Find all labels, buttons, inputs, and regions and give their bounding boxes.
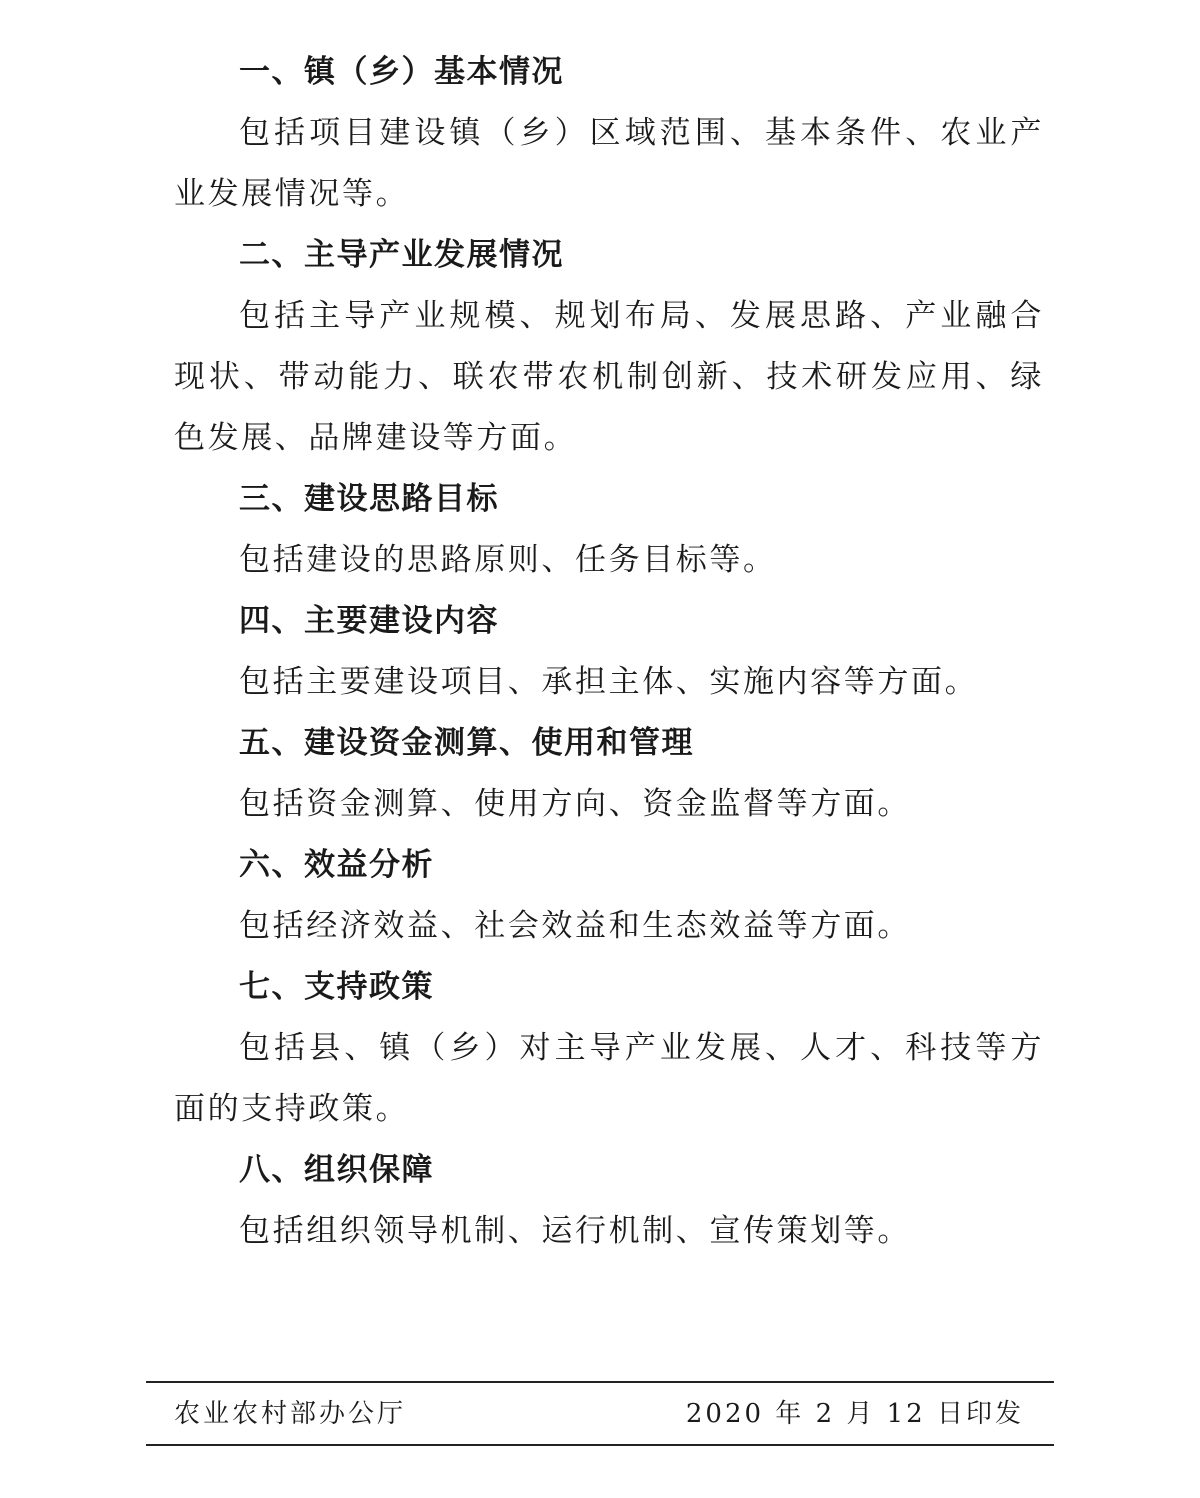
footer-issue-date: 2020 年 2 月 12 日印发 [685,1399,1024,1429]
section-heading: 五、建设资金测算、使用和管理 [239,725,694,761]
section-heading: 六、效益分析 [239,847,434,883]
section-heading: 一、镇（乡）基本情况 [239,54,564,90]
section-heading: 七、支持政策 [239,969,434,1005]
section-paragraph: 包括县、镇（乡）对主导产业发展、人才、科技等方面的支持政策。 [174,1030,1044,1127]
section-paragraph: 包括组织领导机制、运行机制、宣传策划等。 [239,1213,911,1249]
section-paragraph: 包括主导产业规模、规划布局、发展思路、产业融合现状、带动能力、联农带农机制创新、技术研发应用、绿色发展、品牌建设等方面。 [174,298,1044,456]
section-paragraph: 包括经济效益、社会效益和生态效益等方面。 [239,908,911,944]
section-paragraph: 包括建设的思路原则、任务目标等。 [239,542,777,578]
section-paragraph: 包括资金测算、使用方向、资金监督等方面。 [239,786,911,822]
footer-issuer: 农业农村部办公厅 [174,1399,407,1429]
section-heading: 八、组织保障 [239,1152,434,1188]
section-heading: 四、主要建设内容 [239,603,499,639]
footer-bottom-rule [146,1444,1054,1446]
section-paragraph: 包括项目建设镇（乡）区域范围、基本条件、农业产业发展情况等。 [174,115,1044,212]
document-body [174,42,1044,1262]
footer-top-rule [146,1381,1054,1383]
section-paragraph: 包括主要建设项目、承担主体、实施内容等方面。 [239,664,979,700]
section-heading: 二、主导产业发展情况 [239,237,564,273]
section-heading: 三、建设思路目标 [239,481,499,517]
